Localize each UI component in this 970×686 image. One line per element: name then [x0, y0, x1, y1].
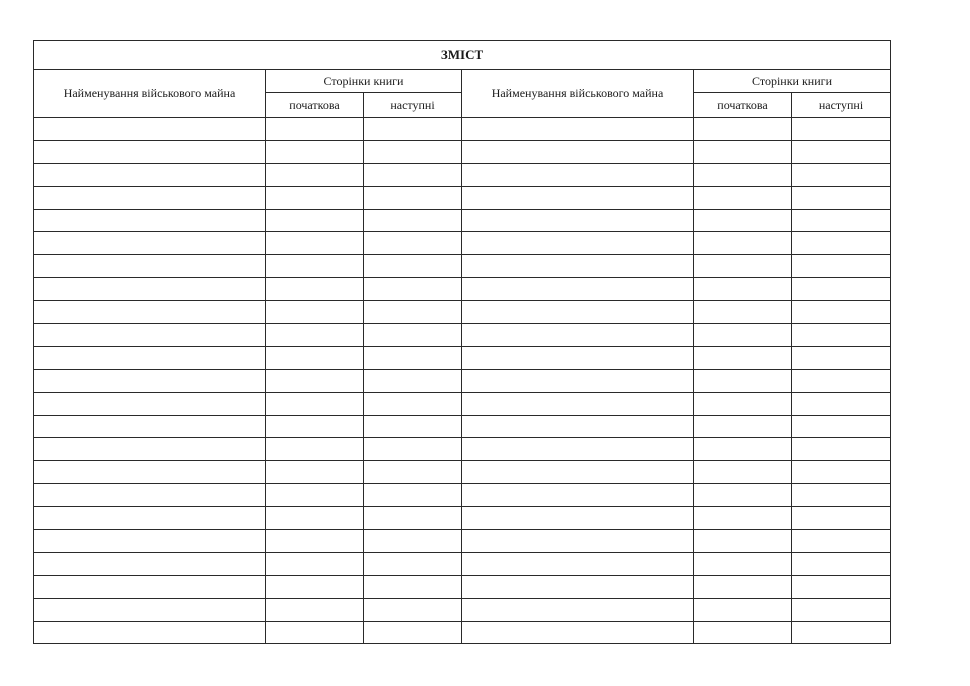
table-row: [34, 369, 891, 392]
right-initial-page-cell[interactable]: [694, 621, 792, 644]
right-next-pages-cell[interactable]: [792, 552, 891, 575]
right-next-pages-cell[interactable]: [792, 392, 891, 415]
right-name-cell[interactable]: [462, 324, 694, 347]
left-name-cell[interactable]: [34, 301, 266, 324]
table-body: [34, 118, 891, 644]
right-next-pages-cell[interactable]: [792, 255, 891, 278]
left-name-cell[interactable]: [34, 392, 266, 415]
right-initial-page-cell[interactable]: [694, 186, 792, 209]
right-initial-page-cell[interactable]: [694, 575, 792, 598]
right-pages-group-header: Сторінки книги: [694, 70, 891, 93]
left-initial-page-cell[interactable]: [266, 507, 364, 530]
right-next-pages-cell[interactable]: [792, 301, 891, 324]
left-initial-page-cell[interactable]: [266, 118, 364, 141]
table-row: [34, 598, 891, 621]
right-next-pages-cell[interactable]: [792, 278, 891, 301]
left-initial-page-cell[interactable]: [266, 484, 364, 507]
left-name-cell[interactable]: [34, 186, 266, 209]
right-next-pages-cell[interactable]: [792, 598, 891, 621]
right-initial-page-cell[interactable]: [694, 140, 792, 163]
right-name-cell[interactable]: [462, 415, 694, 438]
left-name-cell[interactable]: [34, 415, 266, 438]
right-initial-page-cell[interactable]: [694, 530, 792, 553]
left-initial-page-cell[interactable]: [266, 278, 364, 301]
right-name-cell[interactable]: [462, 232, 694, 255]
table-row: [34, 209, 891, 232]
left-initial-page-cell[interactable]: [266, 301, 364, 324]
left-name-cell[interactable]: [34, 438, 266, 461]
table-row: [34, 255, 891, 278]
left-name-cell[interactable]: [34, 118, 266, 141]
left-next-pages-cell[interactable]: [364, 392, 462, 415]
left-initial-page-cell[interactable]: [266, 530, 364, 553]
table-row: [34, 575, 891, 598]
table-row: [34, 552, 891, 575]
left-next-pages-header: наступні: [364, 93, 462, 118]
right-name-cell[interactable]: [462, 575, 694, 598]
right-name-cell[interactable]: [462, 598, 694, 621]
right-next-pages-cell[interactable]: [792, 461, 891, 484]
left-name-cell[interactable]: [34, 278, 266, 301]
left-next-pages-cell[interactable]: [364, 140, 462, 163]
left-next-pages-cell[interactable]: [364, 118, 462, 141]
left-initial-page-cell[interactable]: [266, 461, 364, 484]
table-row: [34, 507, 891, 530]
right-initial-page-cell[interactable]: [694, 438, 792, 461]
table-row: [34, 530, 891, 553]
left-initial-page-cell[interactable]: [266, 552, 364, 575]
left-name-cell[interactable]: [34, 621, 266, 644]
right-next-pages-cell[interactable]: [792, 118, 891, 141]
left-next-pages-cell[interactable]: [364, 324, 462, 347]
left-next-pages-cell[interactable]: [364, 507, 462, 530]
left-initial-page-cell[interactable]: [266, 621, 364, 644]
right-name-cell[interactable]: [462, 552, 694, 575]
table-row: [34, 415, 891, 438]
right-next-pages-cell[interactable]: [792, 507, 891, 530]
right-name-cell[interactable]: [462, 140, 694, 163]
right-next-pages-cell[interactable]: [792, 163, 891, 186]
left-name-cell[interactable]: [34, 507, 266, 530]
right-name-cell[interactable]: [462, 346, 694, 369]
left-initial-page-cell[interactable]: [266, 163, 364, 186]
right-name-cell[interactable]: [462, 392, 694, 415]
right-name-cell[interactable]: [462, 621, 694, 644]
left-next-pages-cell[interactable]: [364, 438, 462, 461]
left-initial-page-cell[interactable]: [266, 209, 364, 232]
left-initial-page-cell[interactable]: [266, 186, 364, 209]
right-initial-page-cell[interactable]: [694, 392, 792, 415]
left-next-pages-cell[interactable]: [364, 163, 462, 186]
table-title: ЗМІСТ: [34, 41, 891, 70]
left-next-pages-cell[interactable]: [364, 301, 462, 324]
right-next-pages-cell[interactable]: [792, 438, 891, 461]
left-initial-page-cell[interactable]: [266, 438, 364, 461]
right-next-pages-cell[interactable]: [792, 346, 891, 369]
table-row: [34, 461, 891, 484]
left-initial-page-header: початкова: [266, 93, 364, 118]
right-next-pages-cell[interactable]: [792, 415, 891, 438]
right-name-cell[interactable]: [462, 438, 694, 461]
table-row: [34, 301, 891, 324]
left-name-cell[interactable]: [34, 598, 266, 621]
table-row: [34, 346, 891, 369]
right-name-cell[interactable]: [462, 209, 694, 232]
right-next-pages-cell[interactable]: [792, 621, 891, 644]
table-row: [34, 392, 891, 415]
left-name-cell[interactable]: [34, 209, 266, 232]
right-initial-page-cell[interactable]: [694, 278, 792, 301]
right-initial-page-cell[interactable]: [694, 415, 792, 438]
left-name-header: Найменування військового майна: [34, 70, 266, 118]
left-next-pages-cell[interactable]: [364, 552, 462, 575]
left-next-pages-cell[interactable]: [364, 575, 462, 598]
right-next-pages-cell[interactable]: [792, 209, 891, 232]
right-initial-page-cell[interactable]: [694, 346, 792, 369]
right-next-pages-cell[interactable]: [792, 232, 891, 255]
right-next-pages-header: наступні: [792, 93, 891, 118]
left-next-pages-cell[interactable]: [364, 278, 462, 301]
right-next-pages-cell[interactable]: [792, 324, 891, 347]
left-name-cell[interactable]: [34, 232, 266, 255]
right-initial-page-cell[interactable]: [694, 507, 792, 530]
left-name-cell[interactable]: [34, 575, 266, 598]
left-initial-page-cell[interactable]: [266, 346, 364, 369]
left-initial-page-cell[interactable]: [266, 575, 364, 598]
right-initial-page-cell[interactable]: [694, 324, 792, 347]
left-initial-page-cell[interactable]: [266, 324, 364, 347]
table-row: [34, 438, 891, 461]
left-initial-page-cell[interactable]: [266, 598, 364, 621]
table-row: [34, 140, 891, 163]
right-next-pages-cell[interactable]: [792, 186, 891, 209]
right-name-cell[interactable]: [462, 278, 694, 301]
left-name-cell[interactable]: [34, 346, 266, 369]
right-next-pages-cell[interactable]: [792, 575, 891, 598]
right-next-pages-cell[interactable]: [792, 530, 891, 553]
left-next-pages-cell[interactable]: [364, 232, 462, 255]
table-row: [34, 232, 891, 255]
left-next-pages-cell[interactable]: [364, 621, 462, 644]
left-next-pages-cell[interactable]: [364, 530, 462, 553]
right-name-header: Найменування військового майна: [462, 70, 694, 118]
table-row: [34, 186, 891, 209]
right-next-pages-cell[interactable]: [792, 140, 891, 163]
right-name-cell[interactable]: [462, 301, 694, 324]
left-next-pages-cell[interactable]: [364, 415, 462, 438]
table-row: [34, 621, 891, 644]
right-initial-page-cell[interactable]: [694, 232, 792, 255]
right-name-cell[interactable]: [462, 530, 694, 553]
left-next-pages-cell[interactable]: [364, 209, 462, 232]
right-initial-page-cell[interactable]: [694, 118, 792, 141]
right-initial-page-cell[interactable]: [694, 163, 792, 186]
right-next-pages-cell[interactable]: [792, 369, 891, 392]
left-next-pages-cell[interactable]: [364, 255, 462, 278]
table-row: [34, 324, 891, 347]
right-initial-page-cell[interactable]: [694, 255, 792, 278]
left-next-pages-cell[interactable]: [364, 346, 462, 369]
right-initial-page-cell[interactable]: [694, 598, 792, 621]
table-row: [34, 484, 891, 507]
right-name-cell[interactable]: [462, 118, 694, 141]
left-next-pages-cell[interactable]: [364, 369, 462, 392]
left-name-cell[interactable]: [34, 163, 266, 186]
left-next-pages-cell[interactable]: [364, 484, 462, 507]
left-name-cell[interactable]: [34, 255, 266, 278]
left-name-cell[interactable]: [34, 324, 266, 347]
contents-table: [33, 40, 891, 644]
left-initial-page-cell[interactable]: [266, 392, 364, 415]
right-initial-page-header: початкова: [694, 93, 792, 118]
table-row: [34, 118, 891, 141]
right-name-cell[interactable]: [462, 507, 694, 530]
left-name-cell[interactable]: [34, 369, 266, 392]
left-name-cell[interactable]: [34, 552, 266, 575]
table-row: [34, 278, 891, 301]
right-name-cell[interactable]: [462, 369, 694, 392]
left-next-pages-cell[interactable]: [364, 598, 462, 621]
left-next-pages-cell[interactable]: [364, 186, 462, 209]
table-row: [34, 163, 891, 186]
left-initial-page-cell[interactable]: [266, 255, 364, 278]
left-name-cell[interactable]: [34, 461, 266, 484]
right-initial-page-cell[interactable]: [694, 301, 792, 324]
right-name-cell[interactable]: [462, 163, 694, 186]
right-name-cell[interactable]: [462, 255, 694, 278]
left-pages-group-header: Сторінки книги: [266, 70, 462, 93]
left-initial-page-cell[interactable]: [266, 415, 364, 438]
right-next-pages-cell[interactable]: [792, 484, 891, 507]
left-initial-page-cell[interactable]: [266, 232, 364, 255]
left-next-pages-cell[interactable]: [364, 461, 462, 484]
left-initial-page-cell[interactable]: [266, 140, 364, 163]
right-initial-page-cell[interactable]: [694, 209, 792, 232]
left-name-cell[interactable]: [34, 140, 266, 163]
left-initial-page-cell[interactable]: [266, 369, 364, 392]
left-name-cell[interactable]: [34, 530, 266, 553]
right-initial-page-cell[interactable]: [694, 484, 792, 507]
right-initial-page-cell[interactable]: [694, 461, 792, 484]
right-name-cell[interactable]: [462, 461, 694, 484]
right-initial-page-cell[interactable]: [694, 552, 792, 575]
left-name-cell[interactable]: [34, 484, 266, 507]
right-name-cell[interactable]: [462, 484, 694, 507]
right-name-cell[interactable]: [462, 186, 694, 209]
right-initial-page-cell[interactable]: [694, 369, 792, 392]
